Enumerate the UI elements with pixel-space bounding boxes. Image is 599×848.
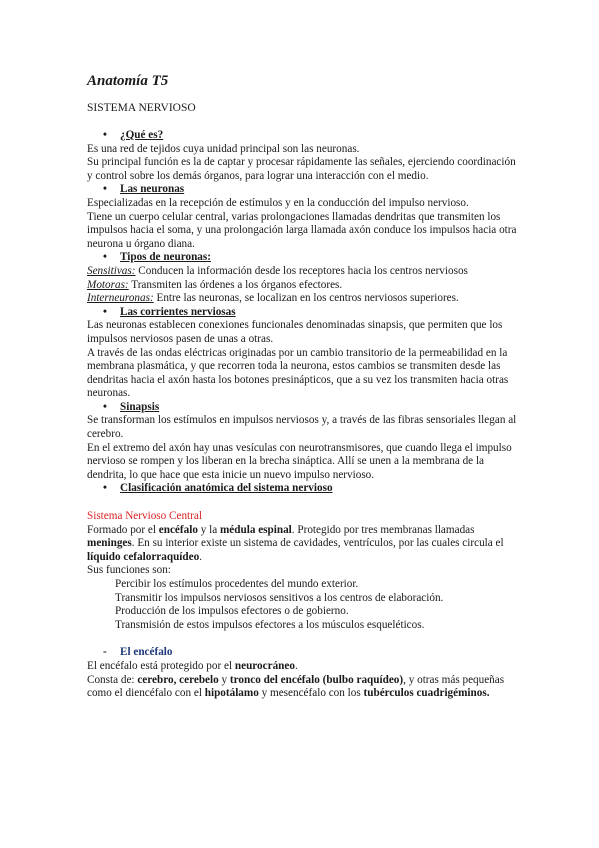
paragraph: Se transforman los estímulos en impulsos nerviosos y, a través de las fibras sensoriales llegan al cerebro. (87, 414, 517, 441)
paragraph: Tiene un cuerpo celular central, varias prolongaciones llamadas dendritas que transmiten los impulsos hacia el soma, y una prolongación larga llamada axón conduce los impulsos hacia otra neurona u órgano diana. (87, 210, 517, 250)
document-title: Anatomía T5 (87, 73, 169, 89)
section-heading-sinapsis: • Sinapsis (103, 400, 160, 413)
paragraph: A través de las ondas eléctricas originadas por un cambio transitorio de la permeabilidad en la membrana plasmática, y que recorren toda la neurona, estos cambios se transmiten desde las dendritas hacia el axón hasta los botones presinápticos, que a su vez los transmiten hacia otras neuronas. (87, 346, 509, 400)
paragraph: Especializadas en la recepción de estímulos y en la conducción del impulso nervioso. (87, 196, 469, 209)
function-item: Transmitir los impulsos nerviosos sensitivos a los centros de elaboración. (115, 591, 444, 604)
document-subtitle: SISTEMA NERVIOSO (87, 102, 196, 114)
encefalo-paragraph: El encéfalo está protegido por el neurocráneo. (87, 659, 298, 672)
functions-heading: Sus funciones son: (87, 564, 171, 577)
function-item: Transmisión de estos impulsos efectores a los músculos esqueléticos. (115, 618, 425, 631)
document-content (87, 72, 517, 701)
section-heading-que-es: • ¿Qué es? (103, 129, 164, 141)
paragraph: Es una red de tejidos cuya unidad principal son las neuronas. (87, 142, 360, 155)
snc-paragraph: Formado por el encéfalo y la médula espinal. Protegido por tres membranas llamadas meninges. En su interior existe un sistema de cavidades, ventrículos, por las cuales circula el líquido cefalorraquídeo. (87, 523, 504, 563)
paragraph: Su principal función es la de captar y procesar rápidamente las señales, ejerciendo coordinación y control sobre los demás órganos, para lograr una interacción con el medio. (87, 156, 516, 182)
paragraph: En el extremo del axón hay unas vesículas con neurotransmisores, que cuando llega el impulso nervioso se rompen y los liberan en la brecha sináptica. Allí se unen a la membrana de la dendrita, lo que hace que esta inicie un nuevo impulso nervioso. (87, 441, 512, 481)
neuron-type-line: Sensitivas: Conducen la información desde los receptores hacia los centros nerviosos (87, 264, 468, 277)
section-heading-neuronas: • Las neuronas (103, 183, 185, 196)
neuron-type-line: Motoras: Transmiten las órdenes a los órganos efectores. (87, 278, 343, 291)
section-heading-tipos: • Tipos de neuronas: (103, 251, 211, 264)
section-heading-corrientes: • Las corrientes nerviosas (103, 305, 236, 318)
neuron-type-line: Interneuronas: Entre las neuronas, se localizan en los centros nerviosos superiores. (87, 292, 459, 305)
section-heading-clasificacion: • Clasificación anatómica del sistema nervioso (103, 482, 333, 495)
encefalo-heading: - El encéfalo (103, 646, 173, 659)
encefalo-paragraph: Consta de: cerebro, cerebelo y tronco del encéfalo (bulbo raquídeo), y otras más pequeñas como el diencéfalo con el hipotálamo y mesencéfalo con los tubérculos cuadrigéminos. (87, 673, 505, 700)
function-item: Percibir los estímulos procedentes del mundo exterior. (115, 578, 359, 590)
function-item: Producción de los impulsos efectores o de gobierno. (115, 605, 349, 618)
snc-heading: Sistema Nervioso Central (87, 510, 202, 523)
paragraph: Las neuronas establecen conexiones funcionales denominadas sinapsis, que permiten que los impulsos nerviosos pasen de unas a otras. (87, 319, 503, 345)
